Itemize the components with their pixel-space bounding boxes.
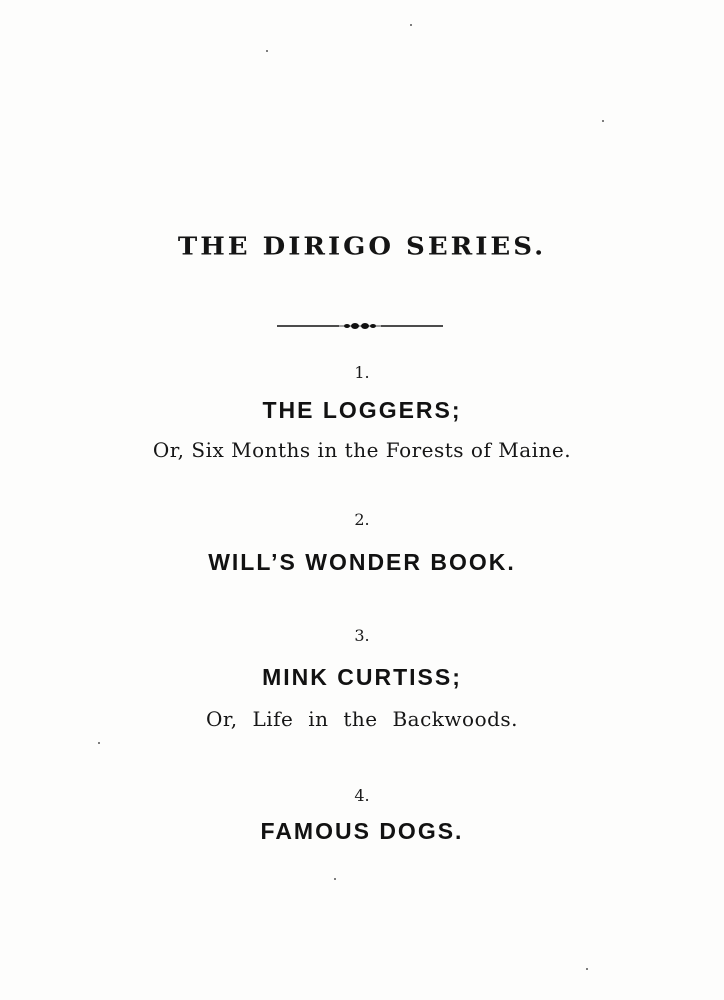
book-title-2: WILL’S WONDER BOOK. xyxy=(208,549,516,575)
ornamental-rule-divider xyxy=(277,319,443,333)
paper-speck xyxy=(410,24,412,26)
paper-speck xyxy=(98,742,100,744)
paper-speck xyxy=(602,120,604,122)
book-title-1: THE LOGGERS; xyxy=(262,397,462,423)
series-title: THE DIRIGO SERIES. xyxy=(177,232,547,262)
paper-speck xyxy=(334,878,336,880)
book-number-1: 1. xyxy=(354,363,370,382)
book-number-3: 3. xyxy=(354,626,370,645)
book-title-3: MINK CURTISS; xyxy=(262,664,462,690)
paper-speck xyxy=(586,968,588,970)
book-title-4: FAMOUS DOGS. xyxy=(260,818,464,844)
book-number-4: 4. xyxy=(354,786,370,805)
book-subtitle-1: Or, Six Months in the Forests of Maine. xyxy=(152,438,572,462)
book-subtitle-3: Or, Life in the Backwoods. xyxy=(205,707,519,731)
paper-speck xyxy=(266,50,268,52)
book-number-2: 2. xyxy=(354,510,370,529)
